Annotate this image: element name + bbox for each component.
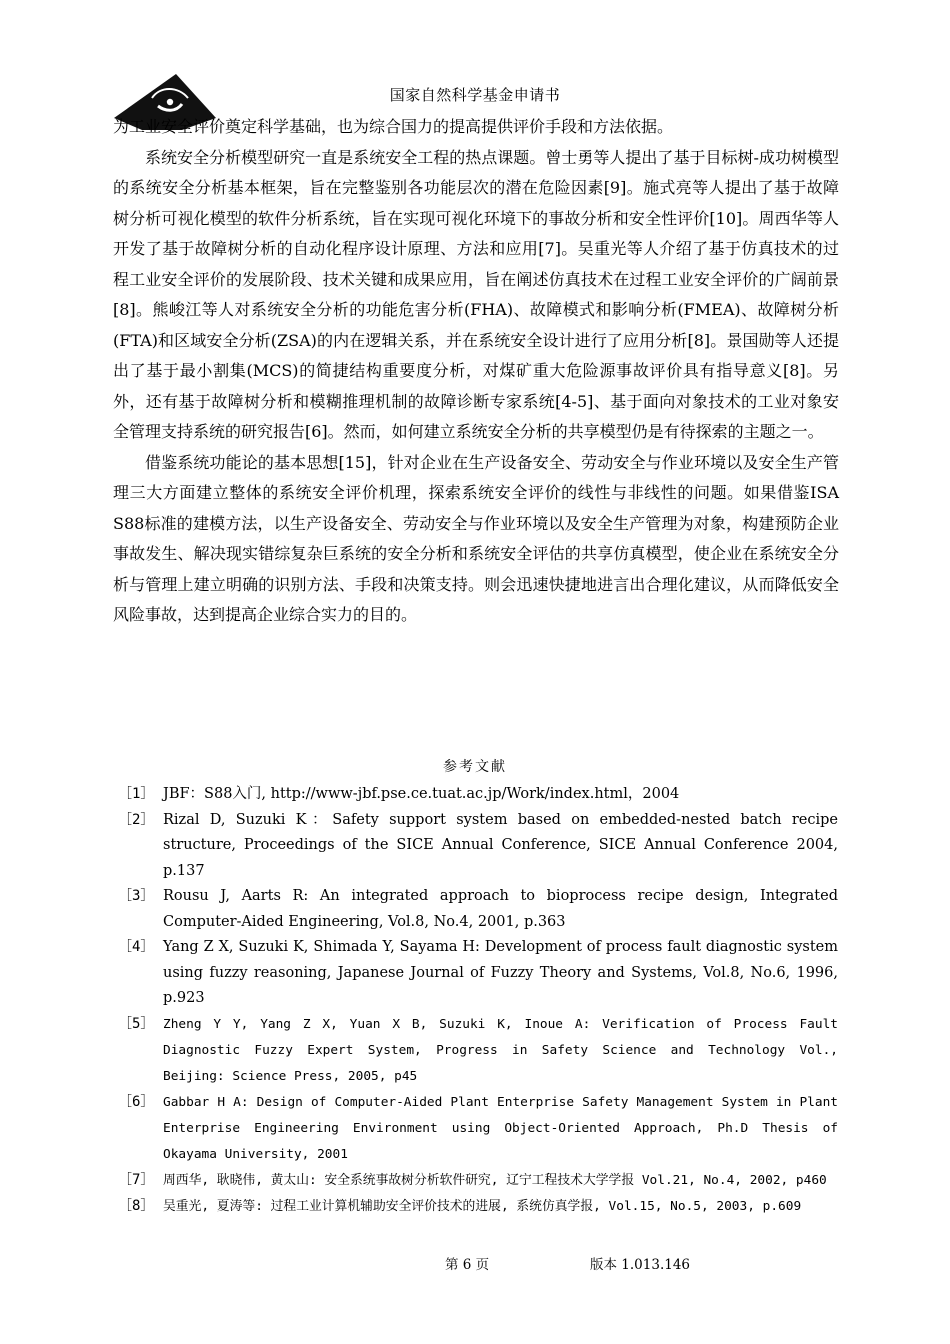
page-header-title: 国家自然科学基金申请书 [389, 86, 561, 104]
reference-number: ［1］ [118, 786, 155, 802]
reference-item [118, 935, 838, 1012]
reference-number: ［3］ [118, 888, 155, 904]
reference-number: ［5］ [118, 1015, 155, 1032]
reference-number: ［8］ [118, 1197, 155, 1214]
reference-item [118, 1194, 838, 1220]
reference-item [118, 1090, 838, 1168]
reference-item [118, 782, 838, 808]
reference-number: ［7］ [118, 1171, 155, 1188]
reference-item [118, 884, 838, 935]
version-label: 版本 1.013.146 [590, 1257, 690, 1273]
reference-text: 周西华, 耿晓伟, 黄太山: 安全系统事故树分析软件研究, 辽宁工程技术大学学报 Vol.21, No.4, 2002, p460 [163, 1172, 827, 1188]
reference-text: Rizal D, Suzuki K：Safety support system based on embedded-nested batch recipe structure, Proceedings of the SICE Annual Conference, SICE Annual Conference 2004, p.137 [163, 811, 838, 879]
reference-number: ［2］ [118, 811, 155, 828]
reference-item [118, 1012, 838, 1090]
reference-text: 吴重光, 夏涛等: 过程工业计算机辅助安全评价技术的进展, 系统仿真学报, Vol.15, No.5, 2003, p.609 [163, 1198, 802, 1214]
page-number: 第 6 页 [445, 1257, 490, 1273]
references-title: 参考文献 [443, 759, 507, 775]
paragraph-2: 系统安全分析模型研究一直是系统安全工程的热点课题。曾士勇等人提出了基于目标树-成功树模型的系统安全分析基本框架，旨在完整鉴别各功能层次的潜在危险因素[9]。施式亮等人提出了基于故障树分析可视化模型的软件分析系统，旨在实现可视化环境下的事故分析和安全性评价[10]。周西华等人开发了基于故障树分析的自动化程序设计原理、方法和应用[7]。吴重光等人介绍了基于仿真技术的过程工业安全评价的发展阶段、技术关键和成果应用，旨在阐述仿真技术在过程工业安全评价的广阔前景[8]。熊峻江等人对系统安全分析的功能危害分析(FHA)、故障模式和影响分析(FMEA)、故障树分析(FTA)和区域安全分析(ZSA)的内在逻辑关系，并在系统安全设计进行了应用分析[8]。景国勋等人还提出了基于最小割集(MCS)的简捷结构重要度分析，对煤矿重大危险源事故评价具有指导意义[8]。另外，还有基于故障树分析和模糊推理机制的故障诊断专家系统[4-5]、基于面向对象技术的工业对象安全管理支持系统的研究报告[6]。然而，如何建立系统安全分析的共享模型仍是有待探索的主题之一。 [113, 147, 839, 441]
reference-text: JBF：S88入门, http://www-jbf.pse.ce.tuat.ac.jp/Work/index.html，2004 [163, 786, 680, 802]
reference-number: ［4］ [118, 939, 155, 955]
reference-text: Gabbar H A: Design of Computer-Aided Plant Enterprise Safety Management System in Plant Enterprise Engineering Environment using Object-Oriented Approach, Ph.D Thesis of Okayama University, 2001 [163, 1094, 838, 1162]
reference-text: Zheng Y Y, Yang Z X, Yuan X B, Suzuki K, Inoue A: Verification of Process Fault Diagnostic Fuzzy Expert System, Progress in Safety Science and Technology Vol., Beijing: Science Press, 2005, p45 [163, 1016, 838, 1084]
paragraph-3: 借鉴系统功能论的基本思想[15]，针对企业在生产设备安全、劳动安全与作业环境以及安全生产管理三大方面建立整体的系统安全评价机理，探索系统安全评价的线性与非线性的问题。如果借鉴ISA S88标准的建模方法，以生产设备安全、劳动安全与作业环境以及安全生产管理为对象，构建预防企业事故发生、解决现实错综复杂巨系统的安全分析和系统安全评估的共享仿真模型，使企业在系统安全分析与管理上建立明确的识别方法、手段和决策支持。则会迅速快捷地进言出合理化建议，从而降低安全风险事故，达到提高企业综合实力的目的。 [113, 452, 839, 624]
paragraph-1: 为工业安全评价奠定科学基础，也为综合国力的提高提供评价手段和方法依据。 [113, 117, 674, 136]
reference-text: Yang Z X, Suzuki K, Shimada Y, Sayama H: Development of process fault diagnostic system using fuzzy reasoning, Japanese Journal of Fuzzy Theory and Systems, Vol.8, No.6, 1996, p.923 [163, 939, 838, 1006]
reference-number: ［6］ [118, 1093, 155, 1110]
reference-item [118, 808, 838, 885]
reference-text: Rousu J, Aarts R: An integrated approach to bioprocess recipe design, Integrated Computer-Aided Engineering, Vol.8, No.4, 2001, p.363 [163, 888, 838, 930]
main-body-text [113, 112, 839, 631]
reference-item [118, 1168, 838, 1194]
references-list [118, 782, 838, 1220]
